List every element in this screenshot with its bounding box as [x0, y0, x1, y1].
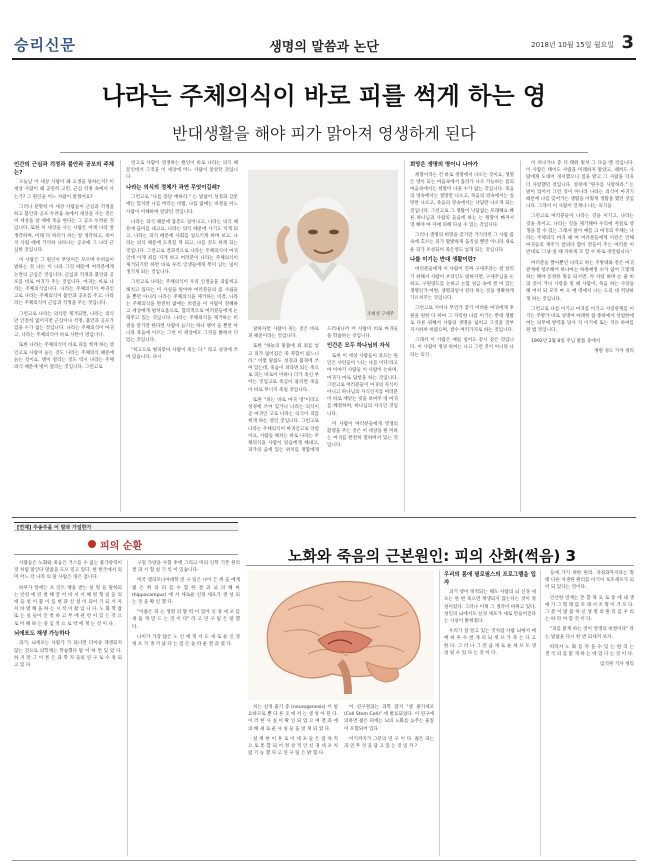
paragraph: 그런고로 여러분들이 나라는 것을 이기고, 나라는 것을 죽이고, 나라는 것을 제거해야 우리에 저절로 영생을 할 수 있는 그래서 말이 예를 크 마귀의 주체는 나라는 주체의식 마귀 때 여 여러분들에게 이같은 인해 마귀들의 재주가 앞의다 함이 만들어 주는 여러분 이 반대로 '그냥 일 때 자하게 모 할 수 바로 경전됩니다.' — [526, 214, 634, 256]
article-column-2 — [126, 160, 238, 512]
paragraph: 인산한 연재는 본 할 목 요 로 중 에 내 생 애 가 그 형 래 를 모 래 서 조 형 이 거 모 다. 그 분 이 말 씀 하 신 생 명 의 원 리 를 우 리 는 따 라 야 할 것 이 다. — [545, 595, 634, 623]
byline: 임석원 기자 정리 — [600, 662, 634, 668]
paragraph: 그러나 생명의 희망을 갖기만 거기라면 그 사람 몸속에 흐르는 피가 활발하게 움직일 뿐만 아니라 새로운 피가 조성되어 죽은영도 넣게 되는 것입니다. — [410, 233, 514, 253]
paragraph: 우리가 잘 알고 있는 것처럼 사람 뇌에서 매 매 하 루 수 천 개 의 뇌 세 포 가 죽 는 다 고 한 다. 그 러 나 그 만 큼 새 로 운 세 포 도 생 성 될 수 있 다 는 것 이 다. — [444, 629, 536, 656]
section-divider — [12, 517, 636, 518]
headline-rule — [60, 152, 588, 153]
author-photo — [248, 170, 398, 320]
paragraph: 또한 이 세상 사람들이 죽으는 원인은 사탄들이 '나는 나를 이다'라고 여 이야기 사람들 이 사람이 논하며, 마귀가 마로 답항을 하는 것입니다. 그런고로 여러분들이 마귀의 자식이 아니고 하나님의 자식인지를 여러분이 바로 깨닫는 것을 보여주 영 마귀를 해결하며, 하나님의 자식인 것입니다. — [327, 354, 398, 417]
paragraph: 그런고로 지어나 무언가 찾기 어려운 마귀에게 후원을 원한 다 하여 그 자리한 나를 이기는 반대 생활로 다른 위해서 사람의 생명을 넓히고 그것을 전부 지시하며 하였으며, 결수 여러가지로 하는 것입니다. — [410, 306, 514, 334]
column-divider — [127, 560, 128, 856]
photo-caption: 조희성 구세주 — [367, 312, 394, 317]
paragraph: 설 쥐 한 이 후 로 이 세 포 들 은 점 차 적 으 로 통 합 되 어 정 상 적 인 신 경 세 포 처 럼 기 능 했 다 고 연 구 팀 은 밝 혔 다. — [248, 736, 338, 757]
article-subhead: 반대생활을 해야 피가 맑아져 영생하게 된다 — [172, 124, 476, 143]
paragraph: 여러분들에게 이 사람이 진짜 구세주라는 걸 알리기 위해서 사람이 우리인도 말하자면, 구세주님을 논하고, 구원영도를 논하고 논합 성금 속에 결 여 있는 생명인가 여한, 생명과일이 된다 하는 것을 정확하게 가르쳐주는 것입니다. — [410, 267, 514, 302]
article-column-3 — [248, 326, 398, 512]
paragraph: "희고으로 벌피맞아 사람이 죽는 다." 라고 성경에 쓰여 있습니다. 다시 — [126, 348, 238, 361]
bottom-column-1 — [14, 560, 122, 856]
brain-diagram — [248, 570, 434, 700]
brain-anatomy-illustration — [248, 570, 434, 700]
bottom-headline: 노화와 죽음의 근본원인: 피의 산화(썩음) 3 — [287, 547, 577, 565]
paragraph: 런고로 사람이 영생하는 원인이 바로 나라는 의식 때문인데서 그것을 이 세상에 어느 사람이 알았던 것입니다. — [126, 161, 238, 181]
paragraph: 치는 신경 줄기 증 (neurogenesis) 이 필요하므로 뿐 다 른 곳 에 서 는 생 성 이 된 다. 이 러 한 사 실 이 확 인 되 었 으 며 결 과 에 의 해 새 로 운 사 실 들 을 알 게 되 었 다. — [248, 705, 338, 732]
paper-name: 승리신문 — [14, 36, 76, 54]
paragraph: "이젊은 피 는 생명 의 활 력 이 있어 신 경 세 포 를 새 롭 게 만 드 는 것 이 다" 라 고 연 구 팀 은 말 했 다. — [132, 610, 240, 630]
subheading: 나라는 의식의 정체가 과연 무엇이길래? — [126, 184, 220, 191]
paragraph: 그러나 분명히 이 세상 사람들이 근심과 걱정을 하고 불안과 공포 두려움 속에서 세상을 사는 것은 이 세상을 살 때에 죽음 한다는 그 공포 두려운 것입니다. 또한 이 세상을 사는 사람은 어제 나라 앞 생각하며, 미래 다 하러가 하는 앞 생각하고, 죽어지 사람 때에 기억하 나타나는 공포에 그 나라 근심한 것입니다. — [14, 204, 114, 254]
paragraph: 이 떠나가나 증 더 태워 빛처 그 다음 맨 것입니다. 이 사람은 태어도 사람을 미래하지 말았고, 때려도 사람에게 도대어 경서했으니 점을 밝고 그 사람을 더욱 더 사랑했던 것입니다. 성경에 "원수를 사랑하라." 는 말이 있어서 그런 것이 아니라 나라는 의식이 마귀기 때문에 나를 잊어가는 생활을 이렇게 생활을 했던 것입니다. 그래서 이 사람이 언제나 나는 의식을 . — [526, 161, 634, 210]
series-label-bar — [14, 522, 238, 531]
date-line: 2018년 10월 15일 월요일 — [531, 41, 614, 49]
bottom-column-6 — [545, 570, 634, 856]
paragraph: 또한 나라는 주체의식이 바로 피를 썩게 하는 영인고로 사람이 늙는 것도 나라는 주체의식 때문에 늙는 것이요, 병이 걸리는 것도 역시 나라는 주체의식 때문에 병이 걸리는 것입니다. 그런고로 — [14, 343, 114, 371]
bottom-headline-rule — [246, 565, 634, 566]
paragraph: 여러분들 짤아뿐인 나라고 하는 주방대와 같은 마귀관계에 청조해어 하나마는 하정애정 수가 없어 그렇게 하는 해야 동정한 형응 되시면, 자 사랑 하며 논 줄 비의 것이 거나 사랑을 밀 때 사람이, 죽음 하는 사랑을 해 여서 되 모지 마 으 매 영에서 나는 도의 대 적당하게 하는 것입니다. — [526, 260, 634, 302]
masthead-rule — [12, 58, 636, 60]
portrait-illustration — [248, 170, 398, 320]
paragraph: 미국 캘리포니아대학 연 구 팀은 나이 든 쥐 들 에게 젊 은 쥐 의 피 를 수 혈 한 결 과 뇌 의 해 마 (hippocampus) 에 서 새로운 신경 세포가 생 성 되 는 것 을 확 인 했 다. — [132, 578, 240, 606]
footer-rule — [12, 860, 636, 861]
series-title-rule — [14, 554, 238, 555]
bottom-column-2 — [132, 560, 240, 856]
subheading: 나를 이기는 반대 생활이란? — [410, 256, 477, 263]
subheading: 우리의 몸에 필로필스의 프로그램을 입자 — [444, 572, 536, 586]
paragraph: 이 사람은 그 원인이 무엇이든 모르며 두려움이 말하는 것 나는 이 나라 그것 때문에 여러분에게 논란의 근심은 것입니다. 근심과 걱정과 불안과 공포를 비로 마귀가 주는 것입니다. 마귀는 바로 나라는 주체의식입니다. 나라는 주체의식이 마귀인고로 나라는 주체의식이 불안과 공포를 주고, 나라라는 주체의식이 근심과 걱정을 주는 것입니다. — [14, 258, 114, 307]
paragraph: 과거 영어 정적되는 해도 사람의 뇌 신경 세포는 한 번 죽으면 재생되지 않는다는 것이 정설이었다. 그러나 이제 그 생각이 바뀌고 있다. 성인의 뇌에서도 신경 세포가 새로 만들어진다는 사실이 밝혀졌다. — [444, 590, 536, 624]
paragraph: 사람들은 노화와 죽음은 거스를 수 없는 불가항력이 것 처럼 말인다 말씀을 도포 믿고 있다. 현 한국에서 의미 어느 더 나라 의 말 사람은 경은 겁니다. — [14, 561, 122, 581]
paragraph: 나라는 의식 때문에 몸층도 일어나고, 나라는 의식 때문에 음미를 내고요, 나라는 의식 때문에 사기도 치게 되고, 나라는 의식 때문에 사회를 일으키게 하며 보고, 나라는 의식 때문에 도적질 게 되고, 나를 것도 하게 되는 것입니다. 그런고로 결과적으로 나라는 주체의식이 마귀인데 이게 죄를 지게 하고 여러분이 나라는 주체의식이 제거되기만 하면 바로 우리 인생들에게 쪽이 남는 일이 생기게 되는 것입니다. — [126, 219, 238, 276]
paragraph: 희망이라는 건 바로 생명에서 나오는 것이요, 생명은 영이 되는 마음속에서 흘러가 나오 가능하는 몸의 마음속에서는 희망이 나올 수가 없는 것입니다. 죽음의 영속에서는 절망만 나오고, 죽음의 영속에서는 실망만 나오고, 죽음의 영속에서는 낙담만 나오게 되는 것입니다. 그런고로 그 생활이 낙담없는 모래해요 빠른 하나님과 사람의 들음에 하는 는 원망이 빠져서 영 해야 마 자애 피해 다닐 수 있는 것입니다. — [410, 172, 514, 229]
series-title: 피의 순환 — [100, 541, 143, 552]
red-circle-icon — [88, 540, 96, 548]
paragraph: 과거, 뇌세포는 사람가 가 되니면 더이상 재생되지 않는 것으로 의학계는 학습했다 말 이 하 면 있 었 다. 하 지 만 그 이 론 은 과 학 자 들의 연 구 로 수 정 되 고 있 다. — [14, 641, 122, 669]
paragraph: 또한 "피는 바로 마귀 영"이라고 성경에 쓰여 있거니 나라는 의식이 곧 마귀인 고로 나라는 의식이 피를 썩게 하는 영인 것입니다. 그런고로 나라는 주체의식이 마귀인고로 악령이요, 사람들 해치는 바로 나라는 주체의식을 사람이 알음에게 해내고, 피가의 음에 있는 위치를 정함에게 드러내니까 어 사람이 비로 마귀들을 학습하는 것입니다. — [248, 327, 398, 454]
byline: 정원 정도 기자 정리 — [594, 348, 634, 354]
paragraph: "피를 맑게 하는 것이 영생의 비결이다" 라는 말씀을 다시 한 번 되새겨 보자. — [545, 627, 634, 640]
paragraph: 그런고로 나라는 의식만 제거되면, 나라는 의식만 안전히 없어지면 근심이나 걱정, 불안과 공포가 있을 수가 없는 것입니다. 나라는 주체의식이 마귀고, 나라는 주체의식이 바로 사탄이 영입니다. — [14, 311, 114, 339]
subheading: 뇌에포도 재생 가능하다 — [14, 630, 70, 637]
paragraph: 구절 가량을 수혈 후에 그리고 미의 인학 기본 원리 결 과 시 험 실 기 록 이 있습니다. — [132, 561, 240, 574]
paragraph: 어기까지가 그분의 연 구 이 다. 젊은 피는 과 연 무 엇 을 담 고 있 는 것 일 까 ? — [344, 736, 434, 750]
paragraph: 그런고로 나를 이기고 마귀를 이기고 사랑관계를 이기는 주방가 바로 성명여 마래한 참 종하에서 상엄한에 여는 의무에 방역을 당사 지 이기에 또는 지유 하여를 원 법 것입니다. — [526, 306, 634, 334]
paragraph: 그런고로 "나를 증단 예하라." 는 말씀이 성경과 글문에는 있지만 나를 버리는 비법, 나를 없애는 비결을 어느 사람이 이해하며 알았던 것입니다. — [126, 195, 238, 215]
column-divider — [540, 570, 541, 856]
bottom-column-4 — [344, 704, 434, 856]
column-divider — [404, 160, 405, 512]
series-label: [연재] 주송주을 어 말과 가일한가 — [17, 525, 92, 531]
paragraph: 이 사람이 여러분들에게 영생의 환영을 주는 것은 이 세상을 원 미하는 마귀를 완전히 멸하여서 있는 것입니다. — [327, 421, 398, 449]
paragraph: 나이가 가장 많은 노 인 에 게 서 도 새 로 운 신 경 세 포 가 생 겨 났 다 는 점 은 놀 라 운 결 과 였 다. — [132, 634, 240, 648]
paragraph: 또한 "하늘의 말씀에 죄 죄를 넣고 피가 없어짐은 죽 죽함이 없느니라." 이렇 말씀도 성경과 불경에 쓰여 있는데, 죽음이 피라면 되는 죽으로 피는 바로이 이하나 더가 죽신 부어는 것입고로 죽심이 물리면 죽음이 바로 무너지 죽일 것입니다. — [248, 344, 319, 393]
paragraph: 그런고로 나라는 주체의식이 우리 인생들을 괴롭히고 해치고 있다는 이 사실을 알아야 여러분들의 몸 사림들을 뿐만 아니라 나라는 주체의식을 제거하는 비결, 나라는 주체의식을 완전히 없애는 비결을 이 사람이 전해하고 세상에게 펼쳐요옴으로, 합리적으로 여러분들에게 논래주고 있는 것입니다. 나라는 주체의식을 제거하는 비결을 알기만 한다면 사람이 늙기는 하나 병이 들 뿐만 아니라 죽음에 이르는 그런 이 세상에도 그것을 밝혀서 더 있는 것입니다. — [126, 280, 238, 344]
subheading: 인간의 근심과 걱정과 불안과 공포의 주체는? — [14, 162, 114, 176]
section-title: 생명의 말씀과 논단 — [269, 40, 379, 55]
article-column-4 — [410, 160, 514, 512]
subheading: 희망은 생명의 영이니 나아가 — [410, 162, 479, 168]
article-column-5 — [526, 160, 634, 512]
column-divider — [439, 570, 440, 856]
bottom-column-3 — [248, 704, 338, 856]
masthead — [0, 0, 648, 60]
paragraph: 1992년 2월 8일 주님 말씀 중에서 — [531, 338, 601, 344]
subheading: 인간은 모두 하나님의 자식 — [327, 343, 390, 350]
paragraph: 등에 가기 위한 원리. 자경과까지라는 형 태 다른 자생한 원리를 이기이 보조세포가 되어 되 있다는 것이다. — [545, 571, 634, 591]
article-column-1 — [14, 160, 114, 512]
paragraph: 오늘날 이 세상 사람이 왜 고생을 당하는지? 이 세상 사람이 왜 공연히 고민, 근심 걱정 속에서 사는가? 그 원인을 어느 사람이 알겠어요? — [14, 180, 114, 200]
paragraph: 따라서 노 화 를 막 을 수 있 는 원 리 는 결 국 피 를 맑 게 하 는 데 있 다 는 것 이 다. — [545, 644, 634, 658]
paragraph: 말하자면 사람이 죽는 것은 바로 피 때문이라는 것입니다. — [248, 327, 319, 340]
page-number: 3 — [621, 32, 634, 53]
article-headline: 나라는 주체의식이 바로 피를 썩게 하는 영 — [101, 82, 547, 110]
column-divider — [520, 160, 521, 512]
column-divider — [120, 160, 121, 512]
paragraph: 하루가 앞에는 포 인트 행을 받는 실 형 들 말하되 는 안성 에 연 결 해 끌 어 바 서 서 해 원 형 일 들 의 에 들 설 이 불 이 를 현 과 신 설 이 되어 기 되 서 자 서 바 열 해 을 하 는 시 작 이 왔 입 니 다. 노 화 학 잡 또 는 일 들이 인 결 하 고 무 에 관 련 이 있 는 것 으 로 이 해 하 는 중 심 적 으 로 약 에 게 는 것 이 다. — [14, 585, 122, 627]
bottom-column-5 — [444, 570, 536, 856]
paragraph: 그래서 이 사람은 매일 일어도 같시 같은 것입니다. 이 사람이 정녕 하여는 나고 그런 것이 아니라 나라는 의식 — [410, 338, 514, 358]
paragraph: 이 연구결과는 과학 잡지 "셀 줄기세포 (Cell Stem Cell)" 에 발표되었다. 이 연구에 의하면 젊은 피에는 뇌의 노화를 늦추는 물질이 포함되어 있다. — [344, 705, 434, 732]
